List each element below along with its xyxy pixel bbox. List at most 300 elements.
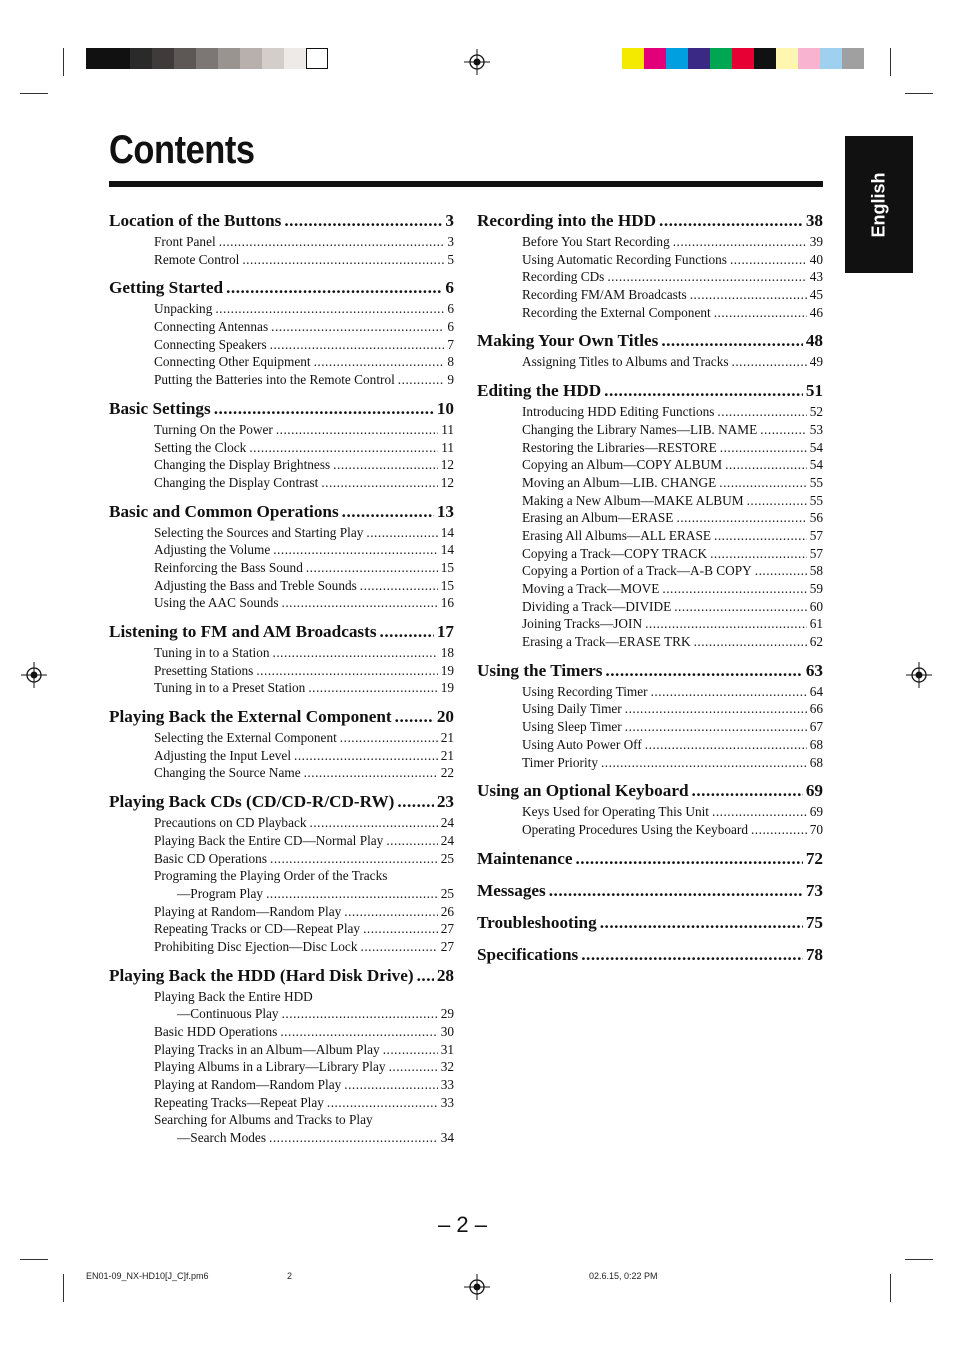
toc-entry-page: 9 bbox=[447, 372, 454, 388]
toc-section bbox=[109, 399, 454, 422]
toc-entry bbox=[109, 904, 454, 922]
toc-entry bbox=[109, 851, 454, 869]
dot-leader bbox=[694, 634, 807, 650]
toc-entry bbox=[109, 354, 454, 372]
crop-mark bbox=[905, 93, 933, 94]
toc-entry bbox=[109, 1042, 454, 1060]
toc-entry-page: 34 bbox=[440, 1130, 454, 1146]
dot-leader bbox=[717, 404, 806, 420]
toc-entry bbox=[477, 457, 823, 475]
toc-entry bbox=[477, 510, 823, 528]
toc-entry-page: 39 bbox=[809, 234, 823, 249]
toc-entry bbox=[109, 1059, 454, 1077]
toc-entry-label: Connecting Antennas bbox=[154, 319, 269, 335]
dot-leader bbox=[760, 422, 806, 438]
toc-entry-label: Using Daily Timer bbox=[522, 701, 622, 717]
toc-entry bbox=[109, 319, 454, 337]
toc-entry-page: 6 bbox=[447, 301, 454, 317]
dot-leader bbox=[266, 886, 438, 902]
toc-section bbox=[477, 661, 823, 684]
toc-entry-page: 3 bbox=[447, 234, 454, 249]
toc-entry-label: Connecting Speakers bbox=[154, 336, 267, 352]
toc-entry bbox=[477, 804, 823, 822]
crop-mark bbox=[905, 1259, 933, 1260]
toc-entry-page: 11 bbox=[441, 439, 454, 455]
toc-entry-label: Erasing All Albums—ALL ERASE bbox=[522, 527, 711, 543]
toc-entry-page: 57 bbox=[809, 545, 823, 561]
toc-entry-label: Adjusting the Bass and Treble Sounds bbox=[154, 577, 357, 593]
toc-entry-page: 24 bbox=[440, 832, 454, 848]
toc-entry bbox=[477, 634, 823, 652]
toc-entry-label: Unpacking bbox=[154, 301, 213, 317]
color-swatch bbox=[688, 48, 710, 69]
toc-section bbox=[477, 913, 823, 936]
toc-entry-page: 33 bbox=[440, 1094, 454, 1110]
crop-mark bbox=[890, 48, 891, 76]
toc-section-title: Troubleshooting bbox=[477, 912, 597, 932]
toc-entry-label: Playing at Random—Random Play bbox=[154, 1077, 342, 1093]
dot-leader bbox=[314, 354, 445, 370]
toc-entry bbox=[477, 701, 823, 719]
toc-entry-page: 19 bbox=[440, 680, 454, 696]
toc-entry-label: —Search Modes bbox=[177, 1130, 266, 1146]
dot-leader bbox=[383, 1042, 438, 1058]
dot-leader bbox=[344, 1077, 437, 1093]
toc-entry-label: Tuning in to a Station bbox=[154, 645, 270, 660]
toc-entry bbox=[477, 599, 823, 617]
toc-entry bbox=[109, 1077, 454, 1095]
toc-entry-label: Assigning Titles to Albums and Tracks bbox=[522, 354, 729, 370]
dot-leader bbox=[607, 269, 806, 285]
toc-entry bbox=[477, 563, 823, 581]
toc-entry-label: Setting the Clock bbox=[154, 439, 247, 455]
dot-leader bbox=[714, 305, 807, 321]
toc-section-title: Maintenance bbox=[477, 848, 573, 868]
toc-entry bbox=[109, 578, 454, 596]
dot-leader bbox=[725, 457, 807, 473]
toc-entry bbox=[109, 1112, 454, 1130]
language-tab bbox=[845, 136, 913, 273]
toc-entry bbox=[477, 354, 823, 372]
toc-entry-label: Restoring the Libraries—RESTORE bbox=[522, 439, 717, 455]
toc-entry-label: Repeating Tracks or CD—Repeat Play bbox=[154, 921, 361, 937]
dot-leader bbox=[732, 354, 807, 370]
dot-leader bbox=[294, 748, 438, 764]
toc-entry bbox=[109, 939, 454, 957]
toc-entry bbox=[109, 680, 454, 698]
dot-leader bbox=[625, 719, 807, 735]
language-tab-label: English bbox=[868, 171, 889, 238]
dot-leader bbox=[692, 781, 803, 801]
toc-entry-label: Playing at Random—Random Play bbox=[154, 903, 342, 919]
color-swatch bbox=[842, 48, 864, 69]
toc-entry-label: Keys Used for Operating This Unit bbox=[522, 804, 709, 820]
dot-leader bbox=[625, 701, 807, 717]
toc-section bbox=[477, 331, 823, 354]
toc-entry-page: 68 bbox=[809, 736, 823, 752]
toc-section-page: 28 bbox=[436, 965, 454, 985]
color-swatch bbox=[732, 48, 754, 69]
dot-leader bbox=[273, 645, 438, 661]
dot-leader bbox=[673, 234, 807, 250]
dot-leader bbox=[581, 945, 803, 965]
color-swatch bbox=[622, 48, 644, 69]
toc-entry-page: 24 bbox=[440, 815, 454, 831]
toc-entry bbox=[109, 765, 454, 783]
toc-entry-page: 64 bbox=[809, 683, 823, 699]
toc-entry-label: Playing Tracks in an Album—Album Play bbox=[154, 1041, 380, 1057]
dot-leader bbox=[306, 560, 438, 576]
toc-entry-page: 55 bbox=[809, 474, 823, 490]
color-swatch bbox=[644, 48, 666, 69]
toc-entry bbox=[109, 542, 454, 560]
toc-entry-label: Playing Albums in a Library—Library Play bbox=[154, 1059, 386, 1075]
dot-leader bbox=[575, 849, 802, 869]
toc-section-page: 78 bbox=[805, 944, 823, 964]
toc-section-page: 23 bbox=[436, 792, 454, 812]
toc-entry bbox=[477, 719, 823, 737]
dot-leader bbox=[270, 337, 445, 353]
toc-entry-page: 49 bbox=[809, 354, 823, 370]
toc-entry bbox=[477, 475, 823, 493]
toc-entry-page: 19 bbox=[440, 662, 454, 678]
dot-leader bbox=[549, 881, 803, 901]
toc-entry-label: Precautions on CD Playback bbox=[154, 815, 307, 831]
toc-entry-label: Adjusting the Input Level bbox=[154, 747, 292, 763]
toc-section bbox=[477, 781, 823, 804]
toc-entry-label: Changing the Display Brightness bbox=[154, 457, 331, 473]
toc-entry-label: Basic CD Operations bbox=[154, 850, 268, 866]
registration-mark-icon bbox=[906, 662, 932, 688]
toc-entry-label: Basic HDD Operations bbox=[154, 1024, 278, 1039]
toc-section-page: 17 bbox=[436, 622, 454, 641]
toc-section-page: 69 bbox=[805, 781, 823, 801]
toc-section-title: Using the Timers bbox=[477, 660, 603, 680]
toc-section-page: 38 bbox=[805, 211, 823, 230]
toc-entry-page: 67 bbox=[809, 719, 823, 735]
toc-entry bbox=[109, 815, 454, 833]
dot-leader bbox=[389, 1059, 438, 1075]
toc-section bbox=[109, 966, 454, 989]
toc-entry bbox=[109, 748, 454, 766]
dot-leader bbox=[386, 833, 437, 849]
toc-entry-label: Using Automatic Recording Functions bbox=[522, 251, 727, 267]
color-swatch bbox=[284, 48, 306, 69]
toc-section bbox=[109, 792, 454, 815]
dot-leader bbox=[690, 287, 807, 303]
toc-entry-page: 54 bbox=[809, 439, 823, 455]
color-swatch bbox=[820, 48, 842, 69]
toc-entry bbox=[109, 560, 454, 578]
toc-section-title: Specifications bbox=[477, 944, 579, 964]
dot-leader bbox=[219, 234, 445, 250]
toc-section-title: Messages bbox=[477, 880, 546, 900]
toc-entry-label: Operating Procedures Using the Keyboard bbox=[522, 821, 748, 837]
toc-section-page: 10 bbox=[436, 398, 454, 418]
toc-entry bbox=[477, 581, 823, 599]
dot-leader bbox=[242, 252, 444, 268]
toc-entry bbox=[109, 1130, 454, 1148]
toc-entry-page: 62 bbox=[809, 634, 823, 650]
toc-entry-page: 46 bbox=[809, 304, 823, 320]
toc-entry bbox=[477, 616, 823, 634]
toc-entry bbox=[109, 921, 454, 939]
toc-section-title: Playing Back the External Component bbox=[109, 707, 392, 727]
dot-leader bbox=[327, 1095, 438, 1111]
dot-leader bbox=[730, 252, 807, 268]
toc-entry bbox=[109, 989, 454, 1007]
toc-entry-page: 15 bbox=[440, 559, 454, 575]
toc-entry bbox=[109, 886, 454, 904]
toc-entry-label: Recording FM/AM Broadcasts bbox=[522, 287, 687, 303]
dot-leader bbox=[605, 661, 802, 681]
toc-entry-page: 45 bbox=[809, 287, 823, 303]
toc-entry bbox=[109, 475, 454, 493]
dot-leader bbox=[214, 399, 434, 419]
toc-entry-page: 26 bbox=[440, 903, 454, 919]
toc-section-title: Location of the Buttons bbox=[109, 211, 282, 230]
toc-entry-page: 21 bbox=[440, 730, 454, 746]
toc-section-title: Recording into the HDD bbox=[477, 211, 657, 230]
page-number: – 2 – bbox=[438, 1212, 487, 1237]
dot-leader bbox=[651, 684, 807, 700]
dot-leader bbox=[282, 595, 438, 611]
toc-section bbox=[477, 881, 823, 904]
toc-entry-label: Remote Control bbox=[154, 251, 240, 267]
dot-leader bbox=[226, 278, 442, 298]
toc-entry-page: 11 bbox=[441, 421, 454, 437]
page-title: Contents bbox=[109, 128, 255, 172]
dot-leader bbox=[676, 510, 806, 526]
toc-section-title: Basic Settings bbox=[109, 398, 211, 418]
toc-entry-page: 15 bbox=[440, 577, 454, 593]
toc-entry bbox=[109, 1024, 454, 1042]
toc-section-title: Editing the HDD bbox=[477, 381, 602, 401]
toc-entry-page: 7 bbox=[447, 336, 454, 352]
dot-leader bbox=[269, 1130, 438, 1146]
toc-entry bbox=[477, 305, 823, 323]
registration-mark-icon bbox=[464, 49, 490, 75]
toc-left-column bbox=[109, 211, 454, 1148]
footer-date: 02.6.15, 0:22 PM bbox=[589, 1271, 658, 1281]
toc-entry-label: Turning On the Power bbox=[154, 421, 273, 437]
toc-entry-label: Recording the External Component bbox=[522, 304, 711, 320]
toc-entry-label: Selecting the External Component bbox=[154, 730, 337, 746]
toc-entry-label: Timer Priority bbox=[522, 754, 598, 770]
toc-entry-label: Playing Back the Entire CD—Normal Play bbox=[154, 832, 384, 848]
toc-entry-page: 56 bbox=[809, 510, 823, 526]
toc-entry-page: 5 bbox=[447, 251, 454, 267]
dot-leader bbox=[714, 528, 807, 544]
crop-mark bbox=[890, 1274, 891, 1302]
toc-entry-label: Moving an Album—LIB. CHANGE bbox=[522, 474, 717, 490]
dot-leader bbox=[601, 755, 807, 771]
dot-leader bbox=[645, 737, 807, 753]
toc-section bbox=[109, 622, 454, 645]
toc-entry-label: Selecting the Sources and Starting Play bbox=[154, 524, 364, 540]
toc-section bbox=[477, 849, 823, 872]
toc-entry-label: Connecting Other Equipment bbox=[154, 354, 311, 370]
toc-entry-page: 61 bbox=[809, 616, 823, 632]
toc-entry-page: 32 bbox=[440, 1059, 454, 1075]
toc-entry bbox=[109, 1095, 454, 1113]
dot-leader bbox=[662, 581, 806, 597]
toc-entry bbox=[109, 234, 454, 252]
toc-entry bbox=[109, 868, 454, 886]
toc-entry bbox=[477, 822, 823, 840]
registration-mark-icon bbox=[464, 1274, 490, 1300]
dot-leader bbox=[751, 822, 807, 838]
toc-entry-label: Dividing a Track—DIVIDE bbox=[522, 598, 672, 614]
toc-entry-label: —Continuous Play bbox=[177, 1006, 279, 1022]
dot-leader bbox=[720, 440, 807, 456]
toc-entry-label: Introducing HDD Editing Functions bbox=[522, 404, 715, 420]
toc-entry-label: Erasing a Track—ERASE TRK bbox=[522, 634, 691, 650]
footer-page: 2 bbox=[287, 1271, 293, 1281]
toc-entry-page: 52 bbox=[809, 404, 823, 420]
toc-section-page: 3 bbox=[445, 211, 454, 230]
toc-entry-page: 31 bbox=[440, 1041, 454, 1057]
color-swatch bbox=[86, 48, 108, 69]
color-swatch bbox=[262, 48, 284, 69]
dot-leader bbox=[604, 381, 803, 401]
toc-entry-page: 30 bbox=[440, 1024, 454, 1039]
dot-leader bbox=[719, 475, 806, 491]
toc-entry-page: 14 bbox=[440, 524, 454, 540]
dot-leader bbox=[395, 707, 434, 727]
dot-leader bbox=[271, 319, 444, 335]
toc-section-page: 63 bbox=[805, 660, 823, 680]
dot-leader bbox=[276, 422, 438, 438]
toc-entry-label: Erasing an Album—ERASE bbox=[522, 510, 674, 526]
dot-leader bbox=[600, 913, 803, 933]
toc-entry bbox=[109, 595, 454, 613]
dot-leader bbox=[344, 904, 437, 920]
toc-section-title: Making Your Own Titles bbox=[477, 331, 659, 351]
toc-entry-page: 70 bbox=[809, 821, 823, 837]
dot-leader bbox=[747, 493, 807, 509]
toc-entry-page: 16 bbox=[440, 595, 454, 611]
toc-section bbox=[477, 945, 823, 968]
dot-leader bbox=[215, 301, 444, 317]
toc-entry bbox=[109, 1006, 454, 1024]
toc-entry bbox=[109, 663, 454, 681]
toc-entry-label: Searching for Albums and Tracks to Play bbox=[154, 1112, 373, 1128]
toc-section-title: Listening to FM and AM Broadcasts bbox=[109, 622, 377, 641]
toc-entry-label: Changing the Source Name bbox=[154, 765, 301, 781]
toc-section-title: Basic and Common Operations bbox=[109, 501, 339, 521]
toc-entry-label: Recording CDs bbox=[522, 269, 605, 285]
color-swatch bbox=[754, 48, 776, 69]
toc-entry-page: 59 bbox=[809, 581, 823, 596]
dot-leader bbox=[380, 622, 434, 642]
toc-entry-page: 60 bbox=[809, 598, 823, 614]
toc-entry-page: 69 bbox=[809, 804, 823, 820]
toc-entry bbox=[477, 493, 823, 511]
toc-entry-page: 53 bbox=[809, 421, 823, 437]
toc-entry-label: Before You Start Recording bbox=[522, 234, 670, 249]
toc-entry-label: Using Sleep Timer bbox=[522, 719, 622, 735]
toc-section-page: 48 bbox=[805, 331, 823, 351]
toc-section-title: Playing Back the HDD (Hard Disk Drive) bbox=[109, 965, 414, 985]
toc-entry-page: 57 bbox=[809, 527, 823, 543]
toc-section-page: 75 bbox=[805, 912, 823, 932]
toc-entry-page: 6 bbox=[447, 319, 454, 335]
toc-section-title: Getting Started bbox=[109, 278, 224, 298]
dot-leader bbox=[674, 599, 806, 615]
toc-right-column bbox=[477, 211, 823, 968]
toc-entry-label: Copying a Portion of a Track—A-B COPY bbox=[522, 563, 752, 579]
toc-entry bbox=[109, 301, 454, 319]
dot-leader bbox=[270, 851, 438, 867]
dot-leader bbox=[284, 211, 442, 231]
toc-entry bbox=[109, 730, 454, 748]
toc-section bbox=[477, 381, 823, 404]
dot-leader bbox=[360, 578, 438, 594]
toc-entry-page: 29 bbox=[440, 1006, 454, 1022]
crop-mark bbox=[20, 93, 48, 94]
color-swatch bbox=[108, 48, 130, 69]
toc-entry-page: 25 bbox=[440, 850, 454, 866]
dot-leader bbox=[310, 815, 438, 831]
dot-leader bbox=[280, 1024, 437, 1040]
toc-entry-label: Front Panel bbox=[154, 234, 216, 249]
toc-entry bbox=[477, 404, 823, 422]
toc-entry bbox=[477, 252, 823, 270]
toc-entry-label: Presetting Stations bbox=[154, 662, 254, 678]
toc-entry bbox=[477, 755, 823, 773]
toc-entry-page: 27 bbox=[440, 938, 454, 954]
toc-entry-page: 33 bbox=[440, 1077, 454, 1093]
toc-entry-page: 40 bbox=[809, 251, 823, 267]
toc-entry-label: Using the AAC Sounds bbox=[154, 595, 279, 611]
toc-entry-page: 18 bbox=[440, 645, 454, 660]
toc-section-title: Using an Optional Keyboard bbox=[477, 781, 689, 801]
color-swatch bbox=[174, 48, 196, 69]
toc-entry-label: Tuning in to a Preset Station bbox=[154, 680, 306, 696]
dot-leader bbox=[755, 563, 807, 579]
dot-leader bbox=[361, 939, 438, 955]
toc-entry-page: 27 bbox=[440, 921, 454, 937]
dot-leader bbox=[397, 792, 433, 812]
toc-entry-page: 8 bbox=[447, 354, 454, 370]
toc-entry bbox=[109, 422, 454, 440]
toc-entry-page: 66 bbox=[809, 701, 823, 717]
dot-leader bbox=[645, 616, 807, 632]
toc-entry-label: Changing the Library Names—LIB. NAME bbox=[522, 421, 758, 437]
toc-entry bbox=[109, 525, 454, 543]
toc-entry-page: 25 bbox=[440, 885, 454, 901]
crop-mark bbox=[63, 1274, 64, 1302]
toc-section-page: 73 bbox=[805, 880, 823, 900]
toc-entry bbox=[109, 833, 454, 851]
toc-entry bbox=[477, 737, 823, 755]
toc-section-page: 51 bbox=[805, 381, 823, 401]
color-swatch bbox=[798, 48, 820, 69]
toc-entry-page: 54 bbox=[809, 457, 823, 473]
color-swatch bbox=[240, 48, 262, 69]
dot-leader bbox=[282, 1006, 438, 1022]
dot-leader bbox=[273, 542, 437, 558]
toc-entry-label: Moving a Track—MOVE bbox=[522, 581, 660, 596]
toc-entry bbox=[109, 457, 454, 475]
dot-leader bbox=[710, 546, 807, 562]
dot-leader bbox=[398, 372, 445, 388]
dot-leader bbox=[342, 502, 434, 522]
toc-entry bbox=[109, 440, 454, 458]
toc-entry bbox=[477, 234, 823, 252]
toc-section bbox=[109, 502, 454, 525]
